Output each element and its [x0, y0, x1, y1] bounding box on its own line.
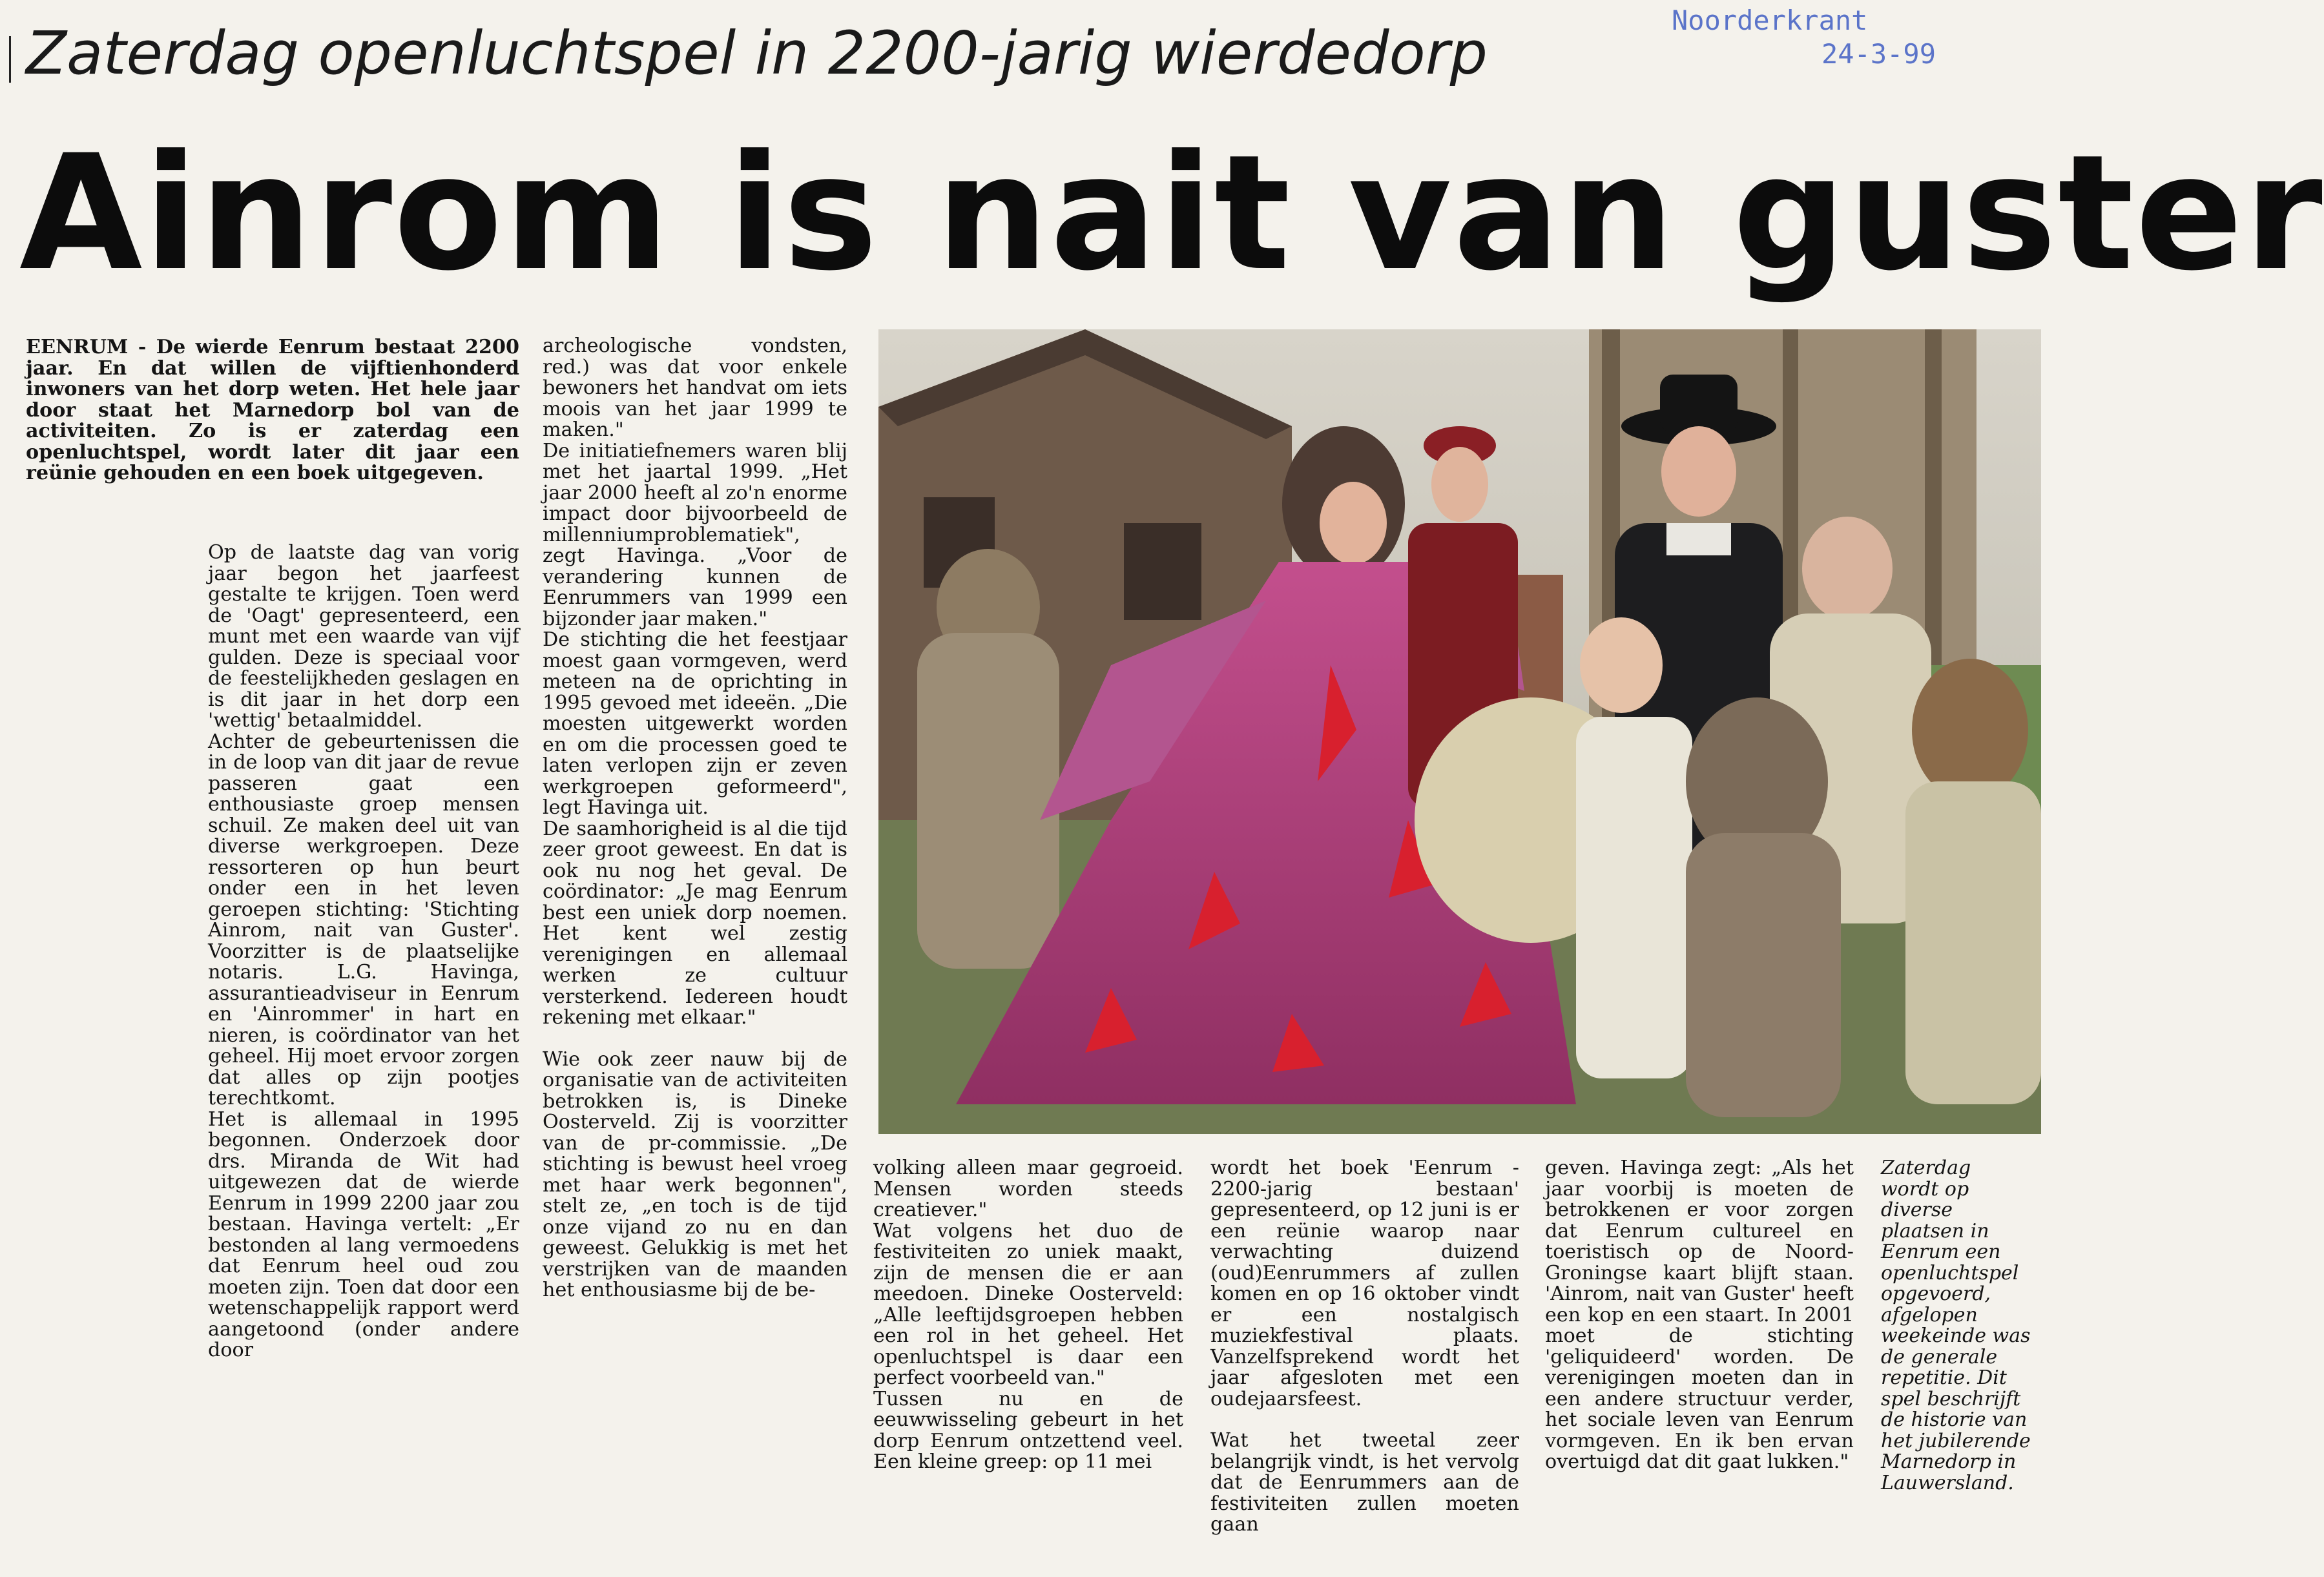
paragraph: Wie ook zeer nauw bij de organisatie van de activiteiten betrokken is, is Dineke Oosterveld. Zij is voorzitter van de pr-commissie. „De stichting is bewust heel vroeg met haar werk begonnen", stelt ze, „en toch is de tijd onze vijand zo nu en dan geweest. Gelukkig is met het verstrijken van de maanden het enthousiasme bij de be- [543, 1047, 847, 1301]
photo-open-air-play-cast [878, 329, 2041, 1134]
headline: Ainrom is nait van guster [19, 121, 2324, 306]
paragraph: geven. Havinga zegt: „Als het jaar voorbij is moeten de betrokkenen er voor zorgen dat Eenrum cultureel en toeristisch op de Noord-Groningse kaart blijft staan. 'Ainrom, nait van Guster' heeft een kop en een staart. In 2001 moet de stichting 'geliquideerd' worden. De verenigingen moeten dan in een andere structuur verder, het sociale leven van Eenrum vormgeven. En ik ben ervan overtuigd dat dit gaat lukken." [1545, 1157, 1854, 1473]
paragraph: De stichting die het feestjaar moest gaan vormgeven, werd meteen na de oprichting in 1995 gevoed met ideeën. „Die moesten uitgewerkt worden en om die processen goed te laten verlopen zijn er zeven werkgroepen geformeerd", legt Havinga uit. [543, 628, 847, 819]
paragraph: volking alleen maar gegroeid. Mensen worden steeds creatiever." [873, 1157, 1183, 1221]
paragraph: Tussen nu en de eeuwwisseling gebeurt in het dorp Eenrum ontzettend veel. Een kleine greep: op 11 mei [873, 1387, 1183, 1473]
article-column-4 [1210, 1158, 1519, 1536]
lead-paragraph [26, 337, 519, 484]
paragraph: Achter de gebeurtenissen die in de loop van dit jaar de revue passeren gaat een enthousiaste groep mensen schuil. Ze maken deel uit van diverse werkgroepen. Deze ressorteren op hun beurt onder een in het leven geroepen stichting: 'Stichting Ainrom, nait van Guster'. Voorzitter is de plaatselijke notaris. L.G. Havinga, assurantieadviseur in Eenrum en 'Ainrommer' in hart en nieren, is coördinator van het geheel. Hij moet ervoor zorgen dat alles op zijn pootjes terechtkomt. [208, 730, 519, 1109]
source-handwritten-date: 24-3-99 [1821, 38, 1936, 70]
source-handwritten-name: Noorderkrant [1672, 5, 1868, 36]
kicker: Zaterdag openluchtspel in 2200-jarig wierdedorp [26, 19, 1488, 88]
paragraph: Wat volgens het duo de festiviteiten zo uniek maakt, zijn de mensen die er aan meedoen. Dineke Oosterveld: „Alle leeftijdsgroepen hebben een rol in het geheel. Het openluchtspel is daar een perfect voorbeeld van." [873, 1219, 1183, 1389]
article-column-3 [873, 1158, 1183, 1473]
paragraph: De saamhorigheid is al die tijd zeer groot geweest. En dat is ook nu nog het geval. De coördinator: „Je mag Eenrum best een uniek dorp noemen. Het kent wel zestig verenigingen en allemaal werken ze cultuur versterkend. Iedereen houdt rekening met elkaar." [543, 817, 847, 1029]
paragraph: archeologische vondsten, red.) was dat voor enkele bewoners het handvat om iets moois van het jaar 1999 te maken." [543, 335, 847, 441]
photo-caption: Zaterdag wordt op diverse plaatsen in Eenrum een openluchtspel opgevoerd, afgelopen weekeinde was de generale repetitie. Dit spel beschrijft de historie van het jubilerende Marnedorp in Lauwersland. [1881, 1157, 2031, 1494]
paragraph: Wat het tweetal zeer belangrijk vindt, is het vervolg dat de Eenrummers aan de festiviteiten zullen moeten gaan [1210, 1429, 1519, 1536]
photo-illustration [878, 329, 2041, 1134]
paragraph: Op de laatste dag van vorig jaar begon het jaarfeest gestalte te krijgen. Toen werd de 'Oagt' gepresenteerd, een munt met een waarde van vijf gulden. Deze is speciaal voor de feestelijkheden geslagen en is dit jaar in het dorp een 'wettig' betaalmiddel. [208, 541, 519, 732]
paragraph: De initiatiefnemers waren blij met het jaartal 1999. „Het jaar 2000 heeft al zo'n enorme impact door bijvoorbeeld de millenniumproblematiek", zegt Havinga. „Voor de verandering kunnen de Eenrummers van 1999 een bijzonder jaar maken." [543, 439, 847, 630]
article-column-2 [543, 336, 847, 1301]
column-rule [9, 36, 11, 83]
article-column-1 [208, 542, 519, 1361]
paragraph: Het is allemaal in 1995 begonnen. Onderzoek door drs. Miranda de Wit had uitgewezen dat de wierde Eenrum in 1999 2200 jaar zou bestaan. Havinga vertelt: „Er bestonden al lang vermoedens dat Eenrum heel oud zou moeten zijn. Toen dat door een wetenschappelijk rapport werd aangetoond (onder andere door [208, 1108, 519, 1361]
article-column-5 [1545, 1158, 1854, 1473]
paragraph: wordt het boek 'Eenrum - 2200-jarig bestaan' gepresenteerd, op 12 juni is er een reünie waarop naar verwachting duizend (oud)Eenrummers af zullen komen en op 16 oktober vindt er een nostalgisch muziekfestival plaats. Vanzelfsprekend wordt het jaar afgesloten met een oudejaarsfeest. [1210, 1157, 1519, 1410]
lead-text: EENRUM - De wierde Eenrum bestaat 2200 jaar. En dat willen de vijftienhonderd inwoners van het dorp weten. Het hele jaar door staat het Marnedorp bol van de activiteiten. Zo is er zaterdag een openluchtspel, wordt later dit jaar een reünie gehouden en een boek uitgegeven. [26, 336, 519, 484]
